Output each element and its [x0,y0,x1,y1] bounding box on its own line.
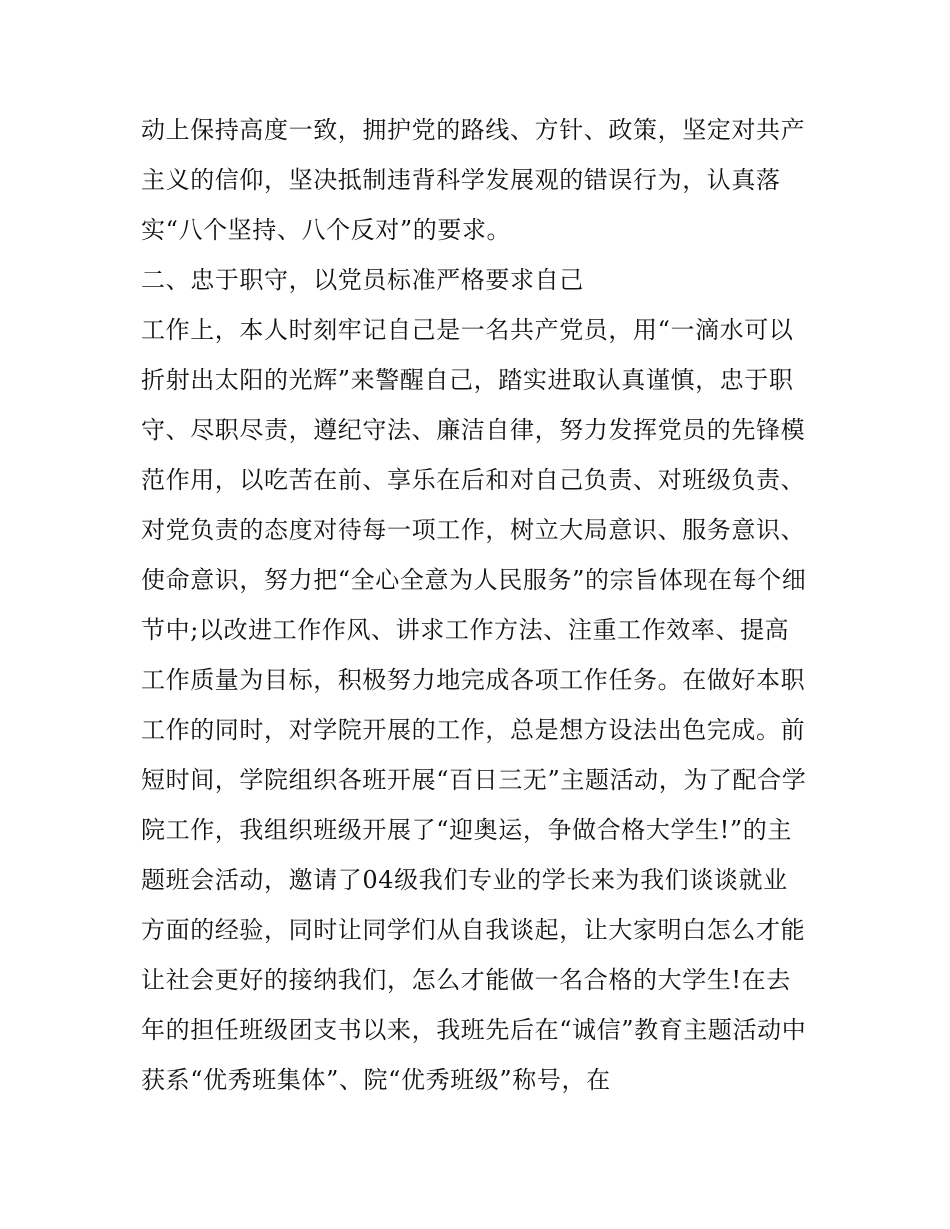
text-line: 获系“优秀班集体”、院“优秀班级”称号，在 [141,1066,611,1094]
text-line: 节中;以改进工作作风、讲求工作方法、注重工作效率、提高 [141,616,790,644]
text-line: 工作质量为目标，积极努力地完成各项工作任务。在做好本职 [141,666,806,694]
text-line: 守、尽职尽责，遵纪守法、廉洁自律，努力发挥党员的先锋模 [141,416,806,444]
text-line: 题班会活动，邀请了04级我们专业的学长来为我们谈谈就业 [141,866,788,894]
section-heading: 二、忠于职守，以党员标准严格要求自己 [141,266,584,294]
text-line: 院工作，我组织班级开展了“迎奥运，争做合格大学生!”的主 [141,816,792,844]
text-line: 使命意识，努力把“全心全意为人民服务”的宗旨体现在每个细 [141,566,807,594]
text-line: 让社会更好的接纳我们，怎么才能做一名合格的大学生!在去 [141,966,791,994]
text-line: 年的担任班级团支书以来，我班先后在“诚信”教育主题活动中 [141,1016,807,1044]
text-line: 范作用，以吃苦在前、享乐在后和对自己负责、对班级负责、 [141,466,806,494]
text-line: 对党负责的态度对待每一项工作，树立大局意识、服务意识、 [141,516,806,544]
text-line: 实“八个坚持、八个反对”的要求。 [141,216,512,244]
text-line: 方面的经验，同时让同学们从自我谈起，让大家明白怎么才能 [141,916,806,944]
text-line: 主义的信仰，坚决抵制违背科学发展观的错误行为，认真落 [141,166,781,194]
text-line: 工作上，本人时刻牢记自己是一名共产党员，用“一滴水可以 [141,316,794,344]
text-line: 折射出太阳的光辉”来警醒自己，踏实进取认真谨慎，忠于职 [141,366,794,394]
text-line: 工作的同时，对学院开展的工作，总是想方设法出色完成。前 [141,716,806,744]
text-line: 短时间，学院组织各班开展“百日三无”主题活动，为了配合学 [141,766,807,794]
text-line: 动上保持高度一致，拥护党的路线、方针、政策，坚定对共产 [141,116,806,144]
